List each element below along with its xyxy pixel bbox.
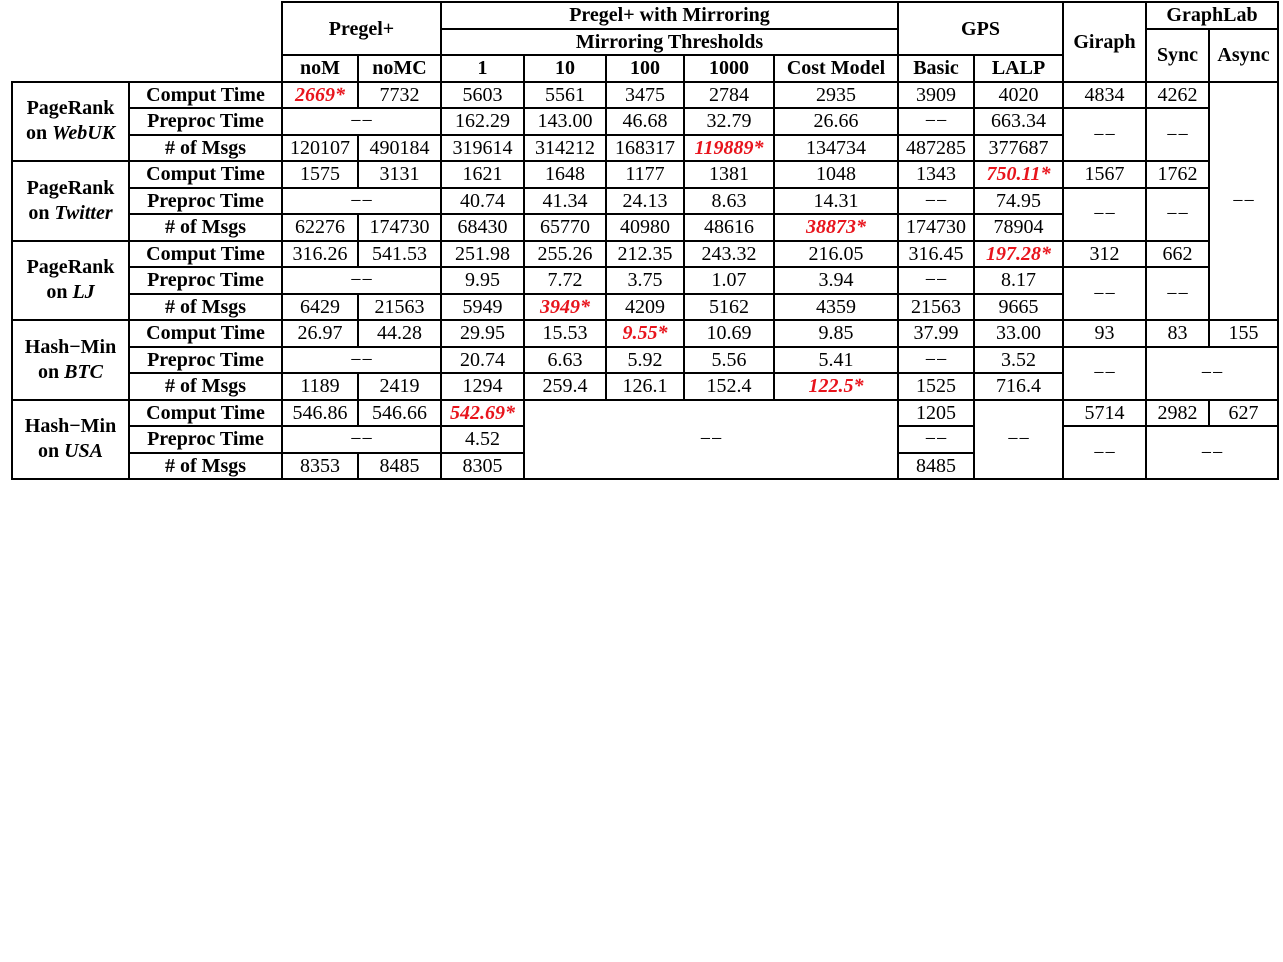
- table-cell: 93: [1063, 320, 1146, 347]
- algorithm-name: PageRank: [26, 176, 115, 199]
- algorithm-name: Hash−Min: [24, 415, 117, 438]
- header-mirroring-thresholds: Mirroring Thresholds: [441, 29, 898, 56]
- table-row: [12, 108, 1278, 135]
- table-cell: 197.28*: [974, 241, 1063, 268]
- row-group-label: [12, 241, 129, 321]
- table-cell: 7.72: [524, 267, 606, 294]
- table-cell: 33.00: [974, 320, 1063, 347]
- table-row: [12, 347, 1278, 374]
- table-cell: 3.52: [974, 347, 1063, 374]
- table-cell: 1.07: [684, 267, 774, 294]
- table-cell: 20.74: [441, 347, 524, 374]
- header-giraph: Giraph: [1063, 2, 1146, 82]
- na-cell: −−: [1063, 347, 1146, 400]
- table-cell: 1048: [774, 161, 898, 188]
- na-cell: −−: [898, 108, 974, 135]
- table-cell: 46.68: [606, 108, 684, 135]
- table-cell: 155: [1209, 320, 1278, 347]
- table-cell: 26.66: [774, 108, 898, 135]
- table-cell: 8.17: [974, 267, 1063, 294]
- table-cell: 316.26: [282, 241, 358, 268]
- table-cell: 44.28: [358, 320, 441, 347]
- metric-label: Preproc Time: [129, 347, 282, 374]
- table-cell: 663.34: [974, 108, 1063, 135]
- algorithm-name: PageRank: [26, 97, 115, 120]
- table-cell: 662: [1146, 241, 1209, 268]
- table-cell: 1381: [684, 161, 774, 188]
- table-cell: 312: [1063, 241, 1146, 268]
- na-cell: −−: [282, 267, 441, 294]
- table-cell: 2669*: [282, 82, 358, 109]
- table-cell: 15.53: [524, 320, 606, 347]
- table-cell: 2419: [358, 373, 441, 400]
- header-async: Async: [1209, 29, 1278, 82]
- table-cell: 1762: [1146, 161, 1209, 188]
- metric-label: # of Msgs: [129, 135, 282, 162]
- table-cell: 3.94: [774, 267, 898, 294]
- na-cell: −−: [282, 426, 441, 453]
- metric-label: Preproc Time: [129, 267, 282, 294]
- table-cell: 212.35: [606, 241, 684, 268]
- on-word: on: [46, 281, 68, 304]
- header-sync: Sync: [1146, 29, 1209, 82]
- metric-label: # of Msgs: [129, 294, 282, 321]
- table-cell: 143.00: [524, 108, 606, 135]
- na-cell: −−: [1146, 347, 1278, 400]
- table-cell: 48616: [684, 214, 774, 241]
- table-cell: 4209: [606, 294, 684, 321]
- on-word: on: [37, 360, 60, 383]
- header-mirroring: Pregel+ with Mirroring: [441, 2, 898, 29]
- table-cell: 62276: [282, 214, 358, 241]
- table-cell: 4834: [1063, 82, 1146, 109]
- metric-label: # of Msgs: [129, 214, 282, 241]
- table-cell: 21563: [358, 294, 441, 321]
- table-cell: 162.29: [441, 108, 524, 135]
- table-cell: 21563: [898, 294, 974, 321]
- na-cell: −−: [282, 108, 441, 135]
- table-cell: 126.1: [606, 373, 684, 400]
- header-gps: GPS: [898, 2, 1063, 55]
- header-nomc: noMC: [358, 55, 441, 82]
- na-cell: −−: [1146, 188, 1209, 241]
- na-cell: −−: [1146, 426, 1278, 479]
- dataset-name: LJ: [72, 281, 95, 304]
- table-cell: 10.69: [684, 320, 774, 347]
- table-cell: 319614: [441, 135, 524, 162]
- metric-label: Preproc Time: [129, 188, 282, 215]
- table-cell: 8.63: [684, 188, 774, 215]
- table-cell: 1575: [282, 161, 358, 188]
- table-cell: 5.92: [606, 347, 684, 374]
- na-cell: −−: [1146, 267, 1209, 320]
- table-cell: 174730: [898, 214, 974, 241]
- header-nom: noM: [282, 55, 358, 82]
- on-word: on: [28, 201, 50, 224]
- table-cell: 1525: [898, 373, 974, 400]
- table-cell: 9.85: [774, 320, 898, 347]
- header-lalp: LALP: [974, 55, 1063, 82]
- table-cell: 546.66: [358, 400, 441, 427]
- metric-label: # of Msgs: [129, 453, 282, 480]
- na-cell: −−: [898, 426, 974, 453]
- na-cell: −−: [1063, 108, 1146, 161]
- table-cell: 2935: [774, 82, 898, 109]
- table-cell: 37.99: [898, 320, 974, 347]
- table-cell: 174730: [358, 214, 441, 241]
- na-cell: −−: [898, 347, 974, 374]
- table-row: [12, 241, 1278, 268]
- metric-label: Comput Time: [129, 400, 282, 427]
- table-cell: 716.4: [974, 373, 1063, 400]
- header-threshold-1: 1: [441, 55, 524, 82]
- table-cell: 74.95: [974, 188, 1063, 215]
- table-cell: 3.75: [606, 267, 684, 294]
- table-cell: 5.56: [684, 347, 774, 374]
- table-cell: 1205: [898, 400, 974, 427]
- metric-label: Comput Time: [129, 161, 282, 188]
- results-table-wrapper: [11, 1, 1279, 480]
- table-cell: 3475: [606, 82, 684, 109]
- table-cell: 216.05: [774, 241, 898, 268]
- metric-label: # of Msgs: [129, 373, 282, 400]
- table-row: [12, 82, 1278, 109]
- table-cell: 750.11*: [974, 161, 1063, 188]
- row-group-label: [12, 400, 129, 480]
- table-cell: 627: [1209, 400, 1278, 427]
- dataset-name: USA: [64, 440, 104, 463]
- table-cell: 1567: [1063, 161, 1146, 188]
- table-cell: 8305: [441, 453, 524, 480]
- table-cell: 5949: [441, 294, 524, 321]
- table-cell: 1648: [524, 161, 606, 188]
- dataset-name: BTC: [64, 360, 104, 383]
- header-basic: Basic: [898, 55, 974, 82]
- na-cell: −−: [282, 188, 441, 215]
- header-graphlab: GraphLab: [1146, 2, 1278, 29]
- table-cell: 1343: [898, 161, 974, 188]
- dataset-name: Twitter: [54, 201, 113, 224]
- na-cell: −−: [1209, 82, 1278, 321]
- na-cell: −−: [898, 267, 974, 294]
- corner-blank: [12, 2, 282, 82]
- table-cell: 1621: [441, 161, 524, 188]
- table-row: [12, 320, 1278, 347]
- table-cell: 9.55*: [606, 320, 684, 347]
- row-group-label: [12, 161, 129, 241]
- table-cell: 8485: [358, 453, 441, 480]
- table-cell: 316.45: [898, 241, 974, 268]
- na-cell: −−: [282, 347, 441, 374]
- metric-label: Comput Time: [129, 320, 282, 347]
- table-cell: 487285: [898, 135, 974, 162]
- table-cell: 29.95: [441, 320, 524, 347]
- table-cell: 4020: [974, 82, 1063, 109]
- na-cell: −−: [974, 400, 1063, 480]
- algorithm-name: PageRank: [26, 256, 115, 279]
- table-cell: 122.5*: [774, 373, 898, 400]
- table-cell: 4.52: [441, 426, 524, 453]
- table-cell: 9.95: [441, 267, 524, 294]
- header-threshold-1000: 1000: [684, 55, 774, 82]
- table-cell: 32.79: [684, 108, 774, 135]
- table-cell: 3949*: [524, 294, 606, 321]
- table-cell: 26.97: [282, 320, 358, 347]
- table-row: [12, 161, 1278, 188]
- na-cell: −−: [524, 400, 898, 480]
- metric-label: Comput Time: [129, 241, 282, 268]
- table-cell: 5603: [441, 82, 524, 109]
- table-cell: 259.4: [524, 373, 606, 400]
- table-cell: 119889*: [684, 135, 774, 162]
- table-cell: 542.69*: [441, 400, 524, 427]
- table-cell: 5561: [524, 82, 606, 109]
- table-cell: 6429: [282, 294, 358, 321]
- algorithm-name: Hash−Min: [24, 335, 117, 358]
- metric-label: Preproc Time: [129, 426, 282, 453]
- header-row-1: [12, 2, 1278, 29]
- table-cell: 14.31: [774, 188, 898, 215]
- dataset-name: WebUK: [52, 122, 116, 145]
- table-cell: 68430: [441, 214, 524, 241]
- table-cell: 2982: [1146, 400, 1209, 427]
- table-row: [12, 400, 1278, 427]
- row-group-label: [12, 320, 129, 400]
- table-cell: 168317: [606, 135, 684, 162]
- table-cell: 41.34: [524, 188, 606, 215]
- table-cell: 5.41: [774, 347, 898, 374]
- table-cell: 1177: [606, 161, 684, 188]
- header-cost-model: Cost Model: [774, 55, 898, 82]
- na-cell: −−: [1146, 108, 1209, 161]
- na-cell: −−: [1063, 267, 1146, 320]
- metric-label: Comput Time: [129, 82, 282, 109]
- table-cell: 255.26: [524, 241, 606, 268]
- table-cell: 1189: [282, 373, 358, 400]
- table-cell: 251.98: [441, 241, 524, 268]
- header-threshold-100: 100: [606, 55, 684, 82]
- table-cell: 377687: [974, 135, 1063, 162]
- na-cell: −−: [1063, 426, 1146, 479]
- table-cell: 4359: [774, 294, 898, 321]
- table-cell: 8353: [282, 453, 358, 480]
- table-row: [12, 188, 1278, 215]
- table-cell: 546.86: [282, 400, 358, 427]
- results-table: [11, 1, 1279, 480]
- na-cell: −−: [1063, 188, 1146, 241]
- on-word: on: [37, 440, 60, 463]
- table-cell: 40.74: [441, 188, 524, 215]
- table-cell: 120107: [282, 135, 358, 162]
- table-cell: 7732: [358, 82, 441, 109]
- header-pregel-plus: Pregel+: [282, 2, 441, 55]
- header-threshold-10: 10: [524, 55, 606, 82]
- na-cell: −−: [898, 188, 974, 215]
- table-cell: 40980: [606, 214, 684, 241]
- row-group-label: [12, 82, 129, 162]
- table-cell: 65770: [524, 214, 606, 241]
- table-cell: 490184: [358, 135, 441, 162]
- table-cell: 5162: [684, 294, 774, 321]
- table-cell: 152.4: [684, 373, 774, 400]
- table-cell: 1294: [441, 373, 524, 400]
- table-cell: 38873*: [774, 214, 898, 241]
- table-cell: 6.63: [524, 347, 606, 374]
- table-cell: 24.13: [606, 188, 684, 215]
- table-cell: 243.32: [684, 241, 774, 268]
- table-cell: 9665: [974, 294, 1063, 321]
- table-cell: 134734: [774, 135, 898, 162]
- table-cell: 8485: [898, 453, 974, 480]
- table-cell: 83: [1146, 320, 1209, 347]
- table-cell: 314212: [524, 135, 606, 162]
- table-cell: 5714: [1063, 400, 1146, 427]
- table-cell: 3909: [898, 82, 974, 109]
- table-cell: 2784: [684, 82, 774, 109]
- table-cell: 4262: [1146, 82, 1209, 109]
- on-word: on: [25, 122, 48, 145]
- metric-label: Preproc Time: [129, 108, 282, 135]
- table-cell: 78904: [974, 214, 1063, 241]
- table-cell: 3131: [358, 161, 441, 188]
- table-cell: 541.53: [358, 241, 441, 268]
- table-row: [12, 267, 1278, 294]
